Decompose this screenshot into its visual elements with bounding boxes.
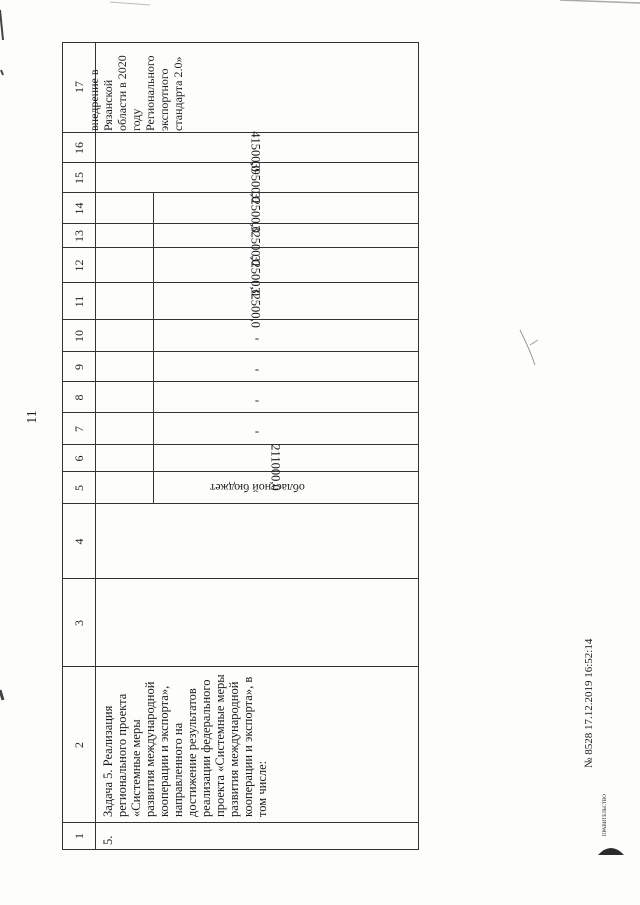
- page-number: 11: [25, 410, 40, 424]
- header-col-8: 8: [72, 394, 86, 401]
- header-col-6: 6: [72, 455, 86, 462]
- value-col-12: 32500,0: [248, 255, 263, 296]
- budget-table: [62, 42, 419, 850]
- col-divider: [63, 578, 418, 579]
- header-col-15: 15: [72, 172, 86, 184]
- value-col-10: -: [254, 331, 260, 345]
- col-divider: [63, 223, 418, 224]
- value-col-16: 41500,0: [248, 131, 263, 172]
- header-col-3: 3: [72, 620, 86, 626]
- value-col-15: 39500,0: [248, 162, 263, 203]
- col-divider: [63, 192, 418, 193]
- row-divider: [153, 193, 154, 504]
- header-col-1: 1: [72, 833, 86, 839]
- header-col-14: 14: [72, 202, 86, 215]
- header-divider: [95, 43, 96, 849]
- header-col-9: 9: [72, 364, 86, 370]
- funding-source: областной бюджет: [210, 481, 305, 495]
- col-divider: [63, 282, 418, 283]
- col-divider: [63, 666, 418, 667]
- col-divider: [63, 162, 418, 163]
- header-col-13: 13: [72, 230, 86, 242]
- row-number: 5.: [101, 835, 115, 845]
- col-divider: [63, 412, 418, 413]
- value-col-14: 32500,0: [248, 192, 263, 233]
- col-divider: [63, 247, 418, 248]
- col-divider: [63, 381, 418, 382]
- stamp-org: ПРАВИТЕЛЬСТВО: [603, 794, 608, 836]
- value-col-13: 32500,0: [248, 225, 263, 266]
- header-col-16: 16: [72, 142, 86, 154]
- header-col-12: 12: [72, 259, 86, 272]
- header-col-4: 4: [72, 538, 86, 545]
- value-col-7: -: [254, 424, 260, 438]
- result-cell: [85, 43, 205, 133]
- value-col-8: -: [254, 393, 260, 407]
- header-col-5: 5: [72, 485, 86, 491]
- emblem-icon: [596, 843, 626, 857]
- value-col-11: 32500,0: [248, 287, 263, 328]
- registration-stamp: № 8528 17.12.2019 16:52:14: [583, 638, 595, 768]
- col-divider: [63, 319, 418, 320]
- task-description: Задача 5. Реализация регионального проекта «Системные меры развития международной кооперации и экспорта», направленного на достижение результатов реализации федерального проекта «Системные меры развития международной кооперации и экспорта», в том числе:: [101, 674, 269, 817]
- header-col-7: 7: [72, 426, 86, 432]
- col-divider: [63, 444, 418, 445]
- rotated-table: [62, 42, 419, 850]
- header-col-11: 11: [72, 295, 86, 308]
- header-col-2: 2: [72, 742, 86, 748]
- header-col-10: 10: [72, 330, 86, 342]
- col-divider: [63, 351, 418, 352]
- value-col-9: -: [254, 362, 260, 376]
- total-value: 211000,0: [268, 444, 283, 491]
- header-col-17: 17: [72, 81, 86, 93]
- result-text: внедрение в Рязанской области в 2020 году Регионального экспортного стандарта 2.0»: [87, 55, 185, 131]
